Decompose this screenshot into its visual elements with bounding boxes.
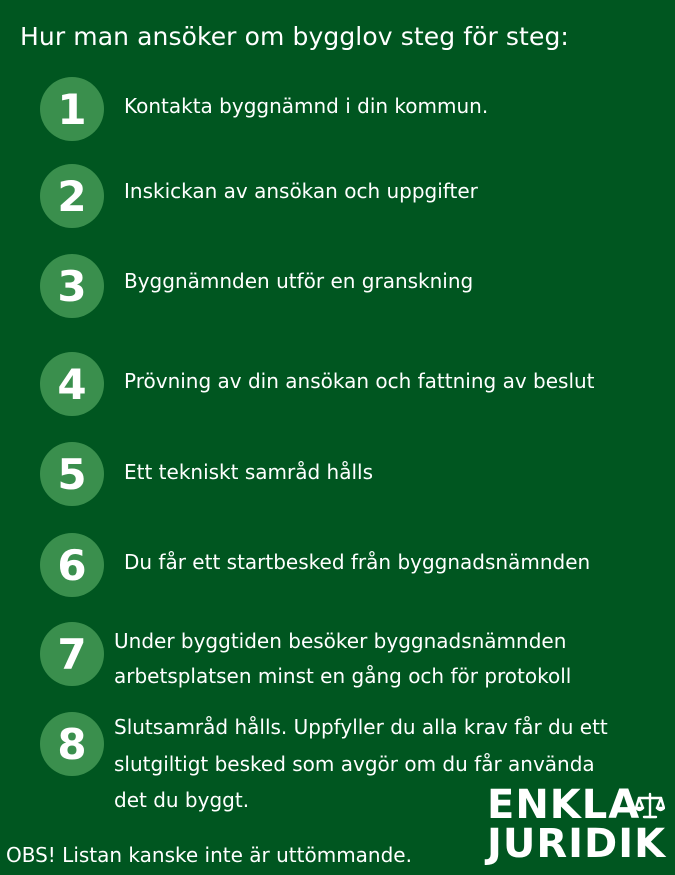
step-text: Prövning av din ansökan och fattning av beslut — [124, 369, 595, 393]
page-title: Hur man ansöker om bygglov steg för steg: — [20, 22, 569, 51]
step-text-line: Under byggtiden besöker byggnadsnämnden — [114, 629, 567, 653]
step-text: Inskickan av ansökan och uppgifter — [124, 179, 478, 203]
step-number-badge: 4 — [40, 352, 104, 416]
step-number-badge: 3 — [40, 254, 104, 318]
step-text: Kontakta byggnämnd i din kommun. — [124, 94, 489, 118]
logo-line-1: ENKLA — [487, 782, 641, 828]
logo-line-2: JURIDIK — [487, 821, 667, 867]
step-number-badge: 8 — [40, 712, 104, 776]
step-number-badge: 2 — [40, 164, 104, 228]
step-text-line: slutgiltigt besked som avgör om du får använda — [114, 752, 595, 776]
step-number-badge: 5 — [40, 442, 104, 506]
step-text: Byggnämnden utför en granskning — [124, 269, 474, 293]
step-text-line: Slutsamråd hålls. Uppfyller du alla krav får du ett — [114, 715, 608, 739]
scales-of-justice-icon — [635, 791, 665, 821]
disclaimer-note: OBS! Listan kanske inte är uttömmande. — [6, 843, 412, 867]
step-number-badge: 1 — [40, 77, 104, 141]
step-text-line: det du byggt. — [114, 788, 250, 812]
enkla-juridik-logo — [487, 782, 667, 867]
step-number-badge: 6 — [40, 533, 104, 597]
step-number-badge: 7 — [40, 622, 104, 686]
step-text: Du får ett startbesked från byggnadsnämnden — [124, 550, 591, 574]
step-text-line: arbetsplatsen minst en gång och för protokoll — [114, 664, 572, 688]
step-text: Ett tekniskt samråd hålls — [124, 460, 373, 484]
